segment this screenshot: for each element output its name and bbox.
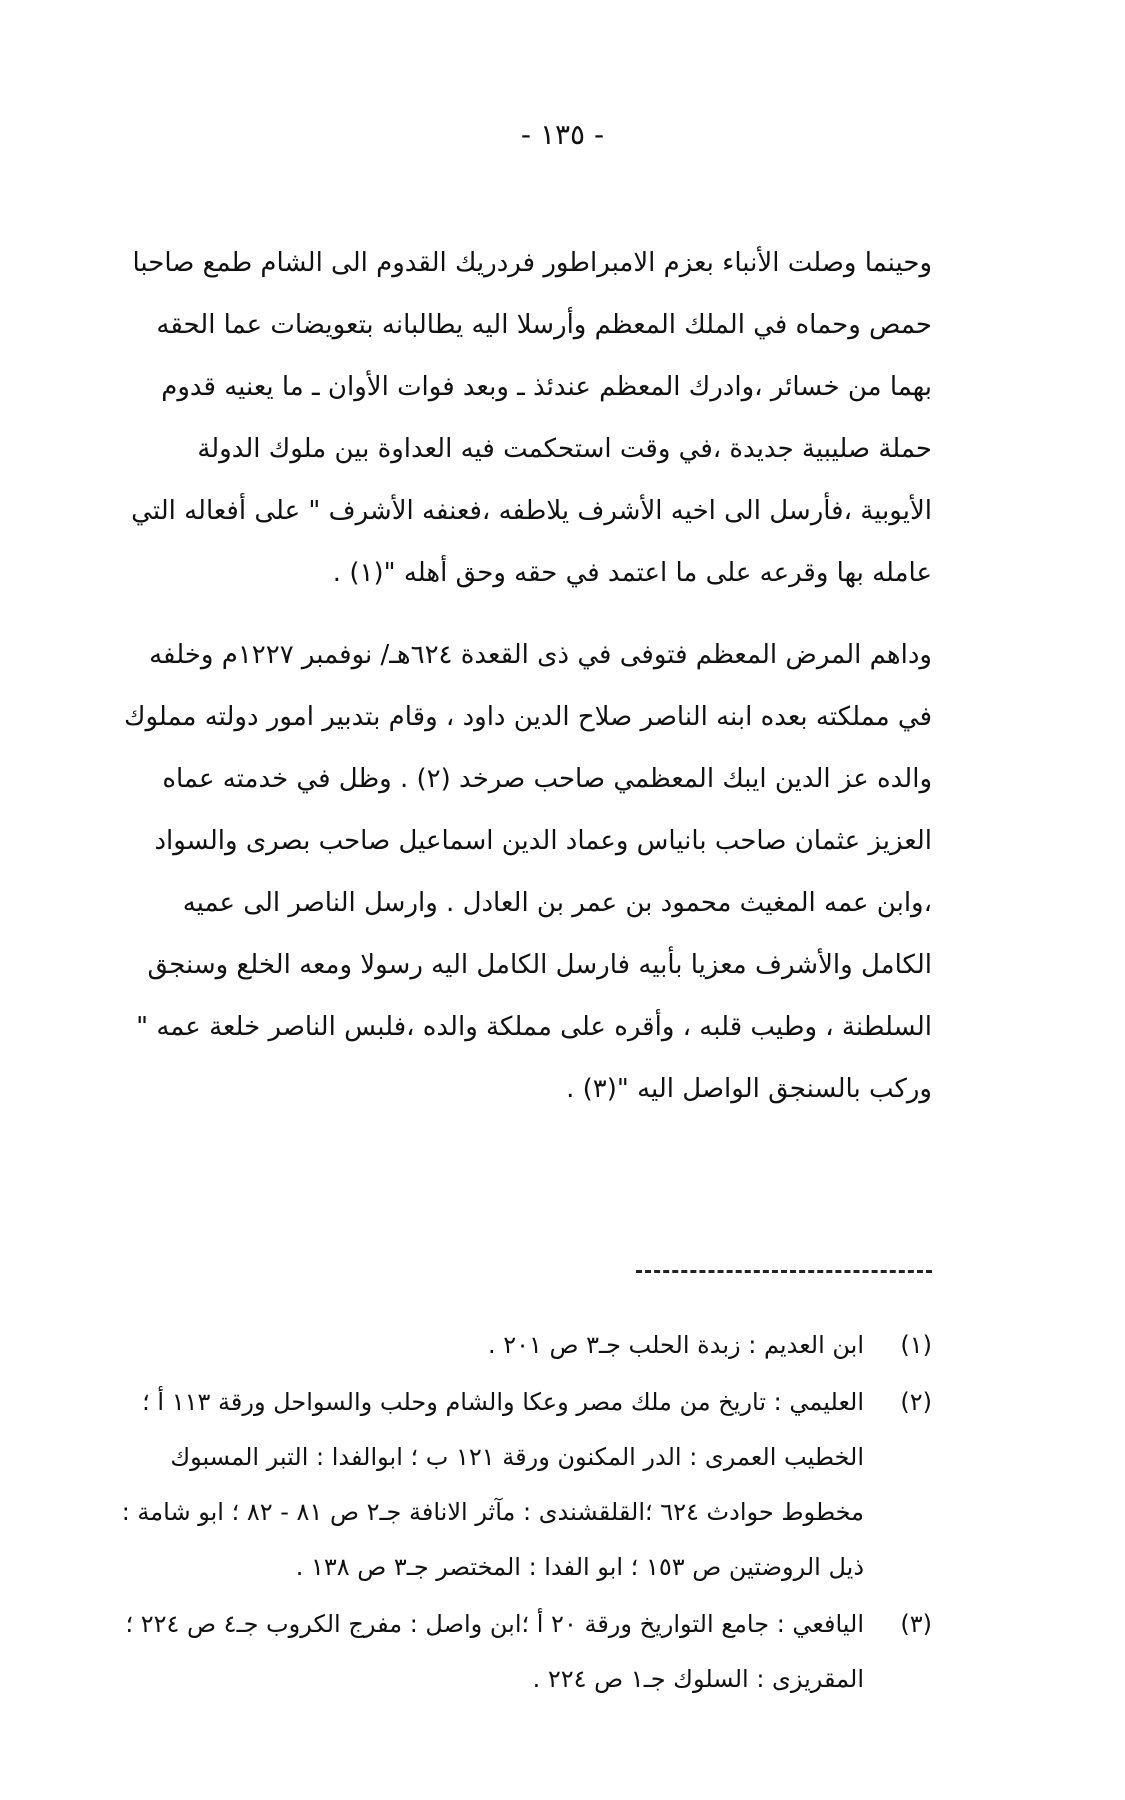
footnote-number: (٣) [900,1610,932,1638]
footnote-number: (١) [900,1331,932,1359]
main-text [120,232,932,1120]
paragraph-1: وحينما وصلت الأنباء بعزم الامبراطور فردريك القدوم الى الشام طمع صاحبا حمص وحماه في الملك المعظم وأرسلا اليه يطالبانه بتعويضات عما الحقه بهما من خسائر ،وادرك المعظم عندئذ ـ وبعد فوات الأوان ـ ما يعنيه قدوم حملة صليبية جديدة ،في وقت استحكمت فيه العداوة بين ملوك الدولة الأيوبية ،فأرسل الى اخيه الأشرف يلاطفه ،فعنفه الأشرف " على أفعاله التي عامله بها وقرعه على ما اعتمد في حقه وحق أهله "(١) . [131,248,932,588]
footnote-3 [96,1597,932,1707]
footnote-text: ابن العديم : زبدة الحلب جـ٣ ص ٢٠١ . [487,1331,864,1359]
footnote-1 [96,1318,932,1373]
footnote-number: (٢) [900,1388,932,1416]
footnote-2 [96,1375,932,1595]
footnote-text: اليافعي : جامع التواريخ ورقة ٢٠ أ ؛ابن واصل : مفرج الكروب جـ٤ ص ٢٢٤ ؛المقريزى : السلوك جـ١ ص ٢٢٤ . [125,1610,864,1693]
paragraph-2: وداهم المرض المعظم فتوفى في ذى القعدة ٦٢٤هـ/ نوفمبر ١٢٢٧م وخلفه في مملكته بعده ابنه الناصر صلاح الدين داود ، وقام بتدبير امور دولته مملوك والده عز الدين ايبك المعظمي صاحب صرخد (٢) . وظل في خدمته عماه العزيز عثمان صاحب بانياس وعماد الدين اسماعيل صاحب بصرى والسواد ،وابن عمه المغيث محمود بن عمر بن العادل . وارسل الناصر الى عميه الكامل والأشرف معزيا بأبيه فارسل الكامل اليه رسولا ومعه الخلع وسنجق السلطنة ، وطيب قلبه ، وأقره على مملكة والده ،فلبس الناصر خلعة عمه " وركب بالسنجق الواصل اليه "(٣) . [124,640,932,1104]
footnote-divider [636,1270,932,1273]
footnote-text: العليمي : تاريخ من ملك مصر وعكا والشام وحلب والسواحل ورقة ١١٣ أ ؛الخطيب العمرى : الدر المكنون ورقة ١٢١ ب ؛ ابوالفدا : التبر المسبوك مخطوط حوادث ٦٢٤ ؛القلقشندى : مآثر الانافة جـ٢ ص ٨١ - ٨٢ ؛ ابو شامة : ذيل الروضتين ص ١٥٣ ؛ ابو الفدا : المختصر جـ٣ ص ١٣٨ . [121,1388,864,1581]
page-number: - ١٣٥ - [520,118,605,151]
footnotes [96,1318,932,1707]
